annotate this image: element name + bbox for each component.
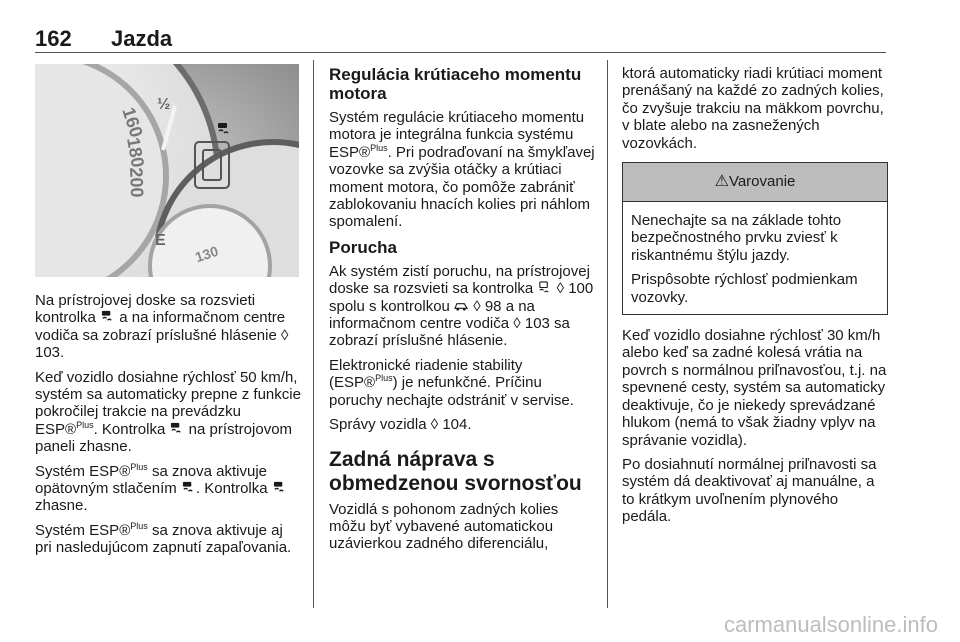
traction-warning-lamp-icon bbox=[216, 122, 232, 136]
section-heading-large: Zadná náprava s obmedzenou svornosťou bbox=[329, 447, 582, 495]
warning-text: Prispôsobte rýchlosť podmienkam vozovky. bbox=[631, 271, 858, 306]
paragraph: Keď vozidlo dosiahne rýchlosť 50 km/h, systém sa automaticky prepne z funkcie pokročilej trakcie na prevádzku ESP®$^{Plus}$. Kontrolka na prístrojovom paneli zhasne. bbox=[35, 368, 301, 456]
page-ref-arrow-icon: ◊ bbox=[280, 326, 289, 344]
esp-warning-icon bbox=[537, 281, 552, 294]
fuel-empty-mark: E bbox=[155, 232, 166, 249]
watermark: carmanualsonline.info bbox=[723, 612, 938, 637]
instrument-cluster-photo bbox=[35, 64, 299, 277]
traction-off-icon bbox=[181, 481, 196, 494]
page-title: Jazda bbox=[111, 26, 173, 51]
warning-text: Nenechajte sa na základe tohto bezpečnostného prvku zviesť k riskantnému štýlu jazdy. bbox=[631, 212, 842, 264]
section-heading: Regulácia krútiaceho momentu motora bbox=[329, 65, 582, 103]
speed-tick-label: 200 bbox=[126, 167, 148, 198]
paragraph: Ak systém zistí poruchu, na prístrojovej doske sa rozsvieti sa kontrolka ◊ 100 spolu s kontrolkou ◊ 98 a na informačnom centre vodiča ◊ 103 sa zobrazí príslušné hlásenie. bbox=[329, 262, 594, 350]
traction-off-icon bbox=[272, 481, 287, 494]
warning-box bbox=[622, 162, 888, 315]
column-1 bbox=[35, 292, 301, 564]
column-3 bbox=[622, 65, 888, 533]
header-rule bbox=[35, 52, 886, 53]
subsection-heading: Porucha bbox=[329, 237, 398, 257]
paragraph: Na prístrojovej doske sa rozsvieti kontrolka a na informačnom centre vodiča sa zobrazí príslušné hlásenie ◊ 103. bbox=[35, 292, 289, 362]
paragraph: Elektronické riadenie stability (ESP®$^{Plus}$) je nefunkčné. Príčinu poruchy nechajte odstrániť v servise. bbox=[329, 356, 574, 409]
paragraph: Po dosiahnutí normálnej priľnavosti sa systém dá deaktivovať aj manuálne, a to krátkym uvoľnením plynového pedála. bbox=[622, 455, 877, 526]
page-number: 162 bbox=[35, 26, 72, 51]
paragraph: Systém regulácie krútiaceho momentu motora je integrálna funkcia systému ESP®$^{Plus}$. Pri podraďovaní na šmykľavej vozovke sa zvýšia otáčky a krútiaci moment motora, čo pomôže zabrániť zablokovaniu hnacích kolies pri náhlom spomalení. bbox=[329, 109, 595, 231]
rpm-tick-label: 130 bbox=[193, 242, 221, 266]
traction-off-icon bbox=[100, 310, 115, 323]
page-ref-arrow-icon: ◊ bbox=[556, 280, 565, 298]
paragraph: Systém ESP®$^{Plus}$ sa znova aktivuje aj pri nasledujúcom zapnutí zapaľovania. bbox=[35, 520, 292, 557]
fuel-half-mark: ½ bbox=[157, 96, 171, 113]
paragraph: Keď vozidlo dosiahne rýchlosť 30 km/h alebo keď sa zadné kolesá vrátia na povrch s normálnou priľnavosťou, t.j. na spevnené cesty, systém sa automaticky deaktivuje, čo je niekedy sprevádzané hlukom (nemá to však žiadny vplyv na správanie vozidla). bbox=[622, 327, 887, 449]
speed-tick-label: 160 bbox=[118, 104, 147, 140]
warning-title: Varovanie bbox=[728, 173, 796, 191]
paragraph: ktorá automaticky riadi krútiaci moment prenášaný na každé zo zadných kolies, čo zvyšuje trakciu na mäkkom povrchu, v blate alebo na zasnežených vozovkách. bbox=[622, 65, 884, 152]
warning-header bbox=[623, 163, 887, 202]
warning-body bbox=[623, 202, 887, 314]
paragraph: Systém ESP®$^{Plus}$ sa znova aktivuje opätovným stlačením . Kontrolka zhasne. bbox=[35, 463, 301, 515]
page-ref-arrow-icon: ◊ bbox=[513, 315, 521, 333]
page-ref-arrow-icon: ◊ bbox=[473, 297, 481, 315]
paragraph: Správy vozidla ◊ 104. bbox=[329, 416, 472, 434]
page-ref-arrow-icon: ◊ bbox=[430, 416, 439, 434]
service-vehicle-icon bbox=[454, 299, 469, 312]
warning-triangle-icon: ⚠ bbox=[714, 173, 729, 191]
column-divider-2 bbox=[607, 60, 608, 608]
column-divider-1 bbox=[313, 60, 314, 608]
traction-off-icon bbox=[169, 422, 184, 435]
paragraph: Vozidlá s pohonom zadných kolies môžu byť vybavené automatickou uzávierkou zadného diferenciálu, bbox=[329, 500, 559, 553]
column-2 bbox=[329, 65, 595, 560]
speed-tick-label: 180 bbox=[123, 135, 148, 169]
